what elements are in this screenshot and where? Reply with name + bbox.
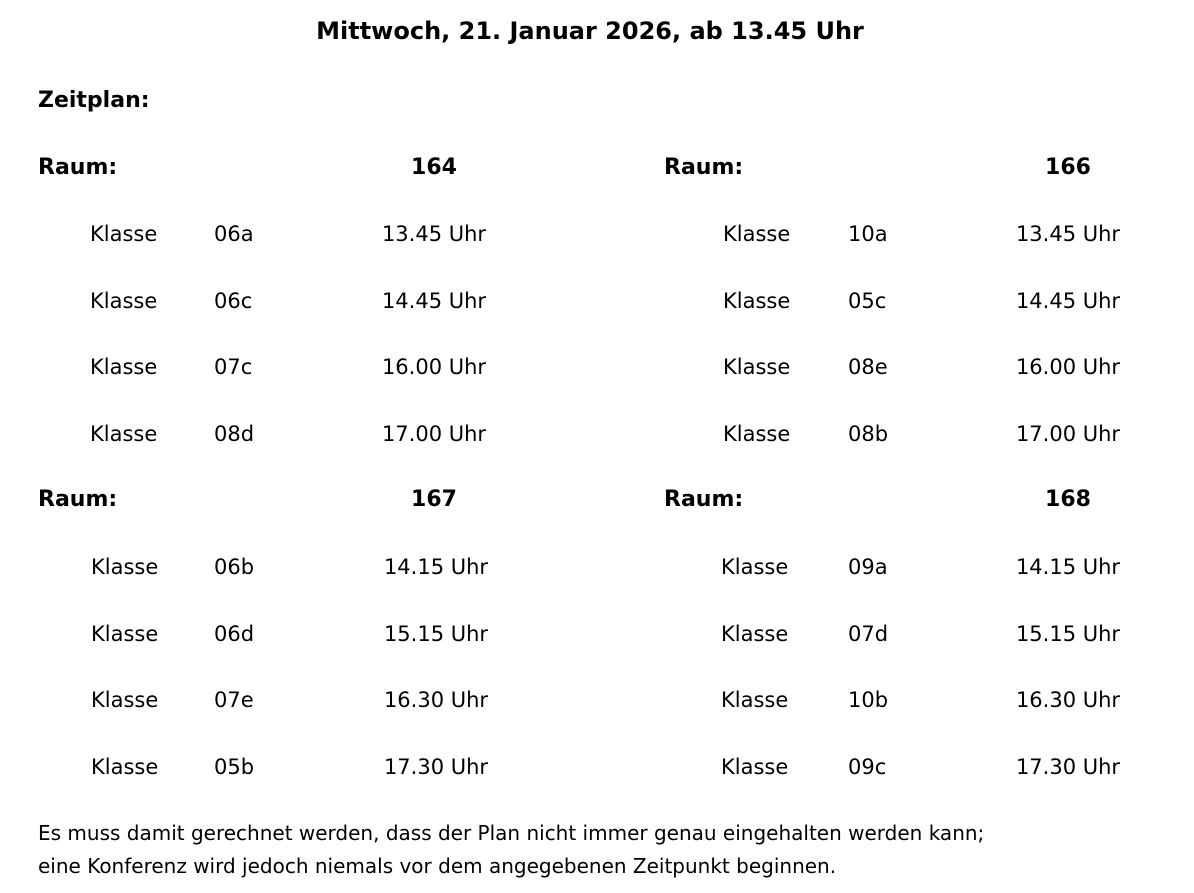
schedule-entry (38, 753, 578, 781)
class-time: 14.15 Uhr (383, 555, 489, 579)
schedule-entry (38, 287, 578, 315)
schedule-entry (38, 220, 578, 248)
room-number: 164 (411, 155, 457, 180)
class-time: 16.00 Uhr (381, 355, 487, 379)
schedule-entry (664, 753, 1194, 781)
class-label: Klasse (723, 222, 791, 246)
class-id: 06b (214, 555, 255, 579)
room-block-168 (664, 485, 1194, 785)
room-number: 167 (411, 487, 457, 512)
room-header (38, 485, 578, 515)
class-id: 06c (214, 289, 253, 313)
class-time: 14.15 Uhr (1015, 555, 1121, 579)
room-block-167 (38, 485, 578, 785)
class-time: 16.00 Uhr (1015, 355, 1121, 379)
schedule-entry (38, 686, 578, 714)
class-id: 05b (214, 755, 255, 779)
class-label: Klasse (723, 422, 791, 446)
class-label: Klasse (723, 355, 791, 379)
class-time: 14.45 Uhr (381, 289, 487, 313)
schedule-entry (664, 220, 1194, 248)
schedule-entry (38, 353, 578, 381)
class-label: Klasse (91, 688, 159, 712)
schedule-entry (38, 553, 578, 581)
class-label: Klasse (90, 355, 158, 379)
note-line: eine Konferenz wird jedoch niemals vor dem angegebenen Zeitpunkt beginnen. (38, 854, 837, 878)
class-id: 07c (214, 355, 253, 379)
class-time: 16.30 Uhr (1015, 688, 1121, 712)
class-id: 08b (848, 422, 889, 446)
class-id: 10b (848, 688, 889, 712)
class-time: 16.30 Uhr (383, 688, 489, 712)
class-time: 17.00 Uhr (1015, 422, 1121, 446)
room-label: Raum: (38, 155, 118, 180)
class-time: 14.45 Uhr (1015, 289, 1121, 313)
room-header (664, 153, 1194, 183)
class-time: 15.15 Uhr (1015, 622, 1121, 646)
class-time: 17.00 Uhr (381, 422, 487, 446)
class-id: 07d (848, 622, 889, 646)
class-label: Klasse (90, 422, 158, 446)
class-id: 05c (848, 289, 887, 313)
class-label: Klasse (90, 222, 158, 246)
class-label: Klasse (90, 289, 158, 313)
class-time: 13.45 Uhr (1015, 222, 1121, 246)
class-label: Klasse (721, 555, 789, 579)
class-label: Klasse (91, 622, 159, 646)
room-label: Raum: (664, 155, 744, 180)
room-label: Raum: (664, 487, 744, 512)
schedule-entry (664, 620, 1194, 648)
room-block-166 (664, 153, 1194, 453)
room-header (38, 153, 578, 183)
schedule-note (38, 817, 1158, 883)
class-time: 17.30 Uhr (383, 755, 489, 779)
class-id: 10a (848, 222, 888, 246)
class-time: 15.15 Uhr (383, 622, 489, 646)
schedule-entry (664, 553, 1194, 581)
class-label: Klasse (721, 688, 789, 712)
section-label-zeitplan: Zeitplan: (38, 88, 150, 113)
class-label: Klasse (91, 755, 159, 779)
room-header (664, 485, 1194, 515)
schedule-entry (38, 620, 578, 648)
schedule-entry (38, 420, 578, 448)
page-title: Mittwoch, 21. Januar 2026, ab 13.45 Uhr (316, 17, 864, 45)
class-id: 09c (848, 755, 887, 779)
schedule-entry (664, 353, 1194, 381)
note-line: Es muss damit gerechnet werden, dass der Plan nicht immer genau eingehalten werden kann; (38, 821, 985, 845)
class-id: 08d (214, 422, 255, 446)
class-time: 13.45 Uhr (381, 222, 487, 246)
room-number: 166 (1045, 155, 1091, 180)
class-id: 08e (848, 355, 888, 379)
room-block-164 (38, 153, 578, 453)
class-time: 17.30 Uhr (1015, 755, 1121, 779)
class-label: Klasse (721, 622, 789, 646)
class-label: Klasse (721, 755, 789, 779)
class-id: 09a (848, 555, 888, 579)
room-label: Raum: (38, 487, 118, 512)
class-id: 07e (214, 688, 254, 712)
class-label: Klasse (723, 289, 791, 313)
schedule-entry (664, 420, 1194, 448)
class-id: 06d (214, 622, 255, 646)
schedule-entry (664, 287, 1194, 315)
class-id: 06a (214, 222, 254, 246)
class-label: Klasse (91, 555, 159, 579)
schedule-entry (664, 686, 1194, 714)
room-number: 168 (1045, 487, 1091, 512)
